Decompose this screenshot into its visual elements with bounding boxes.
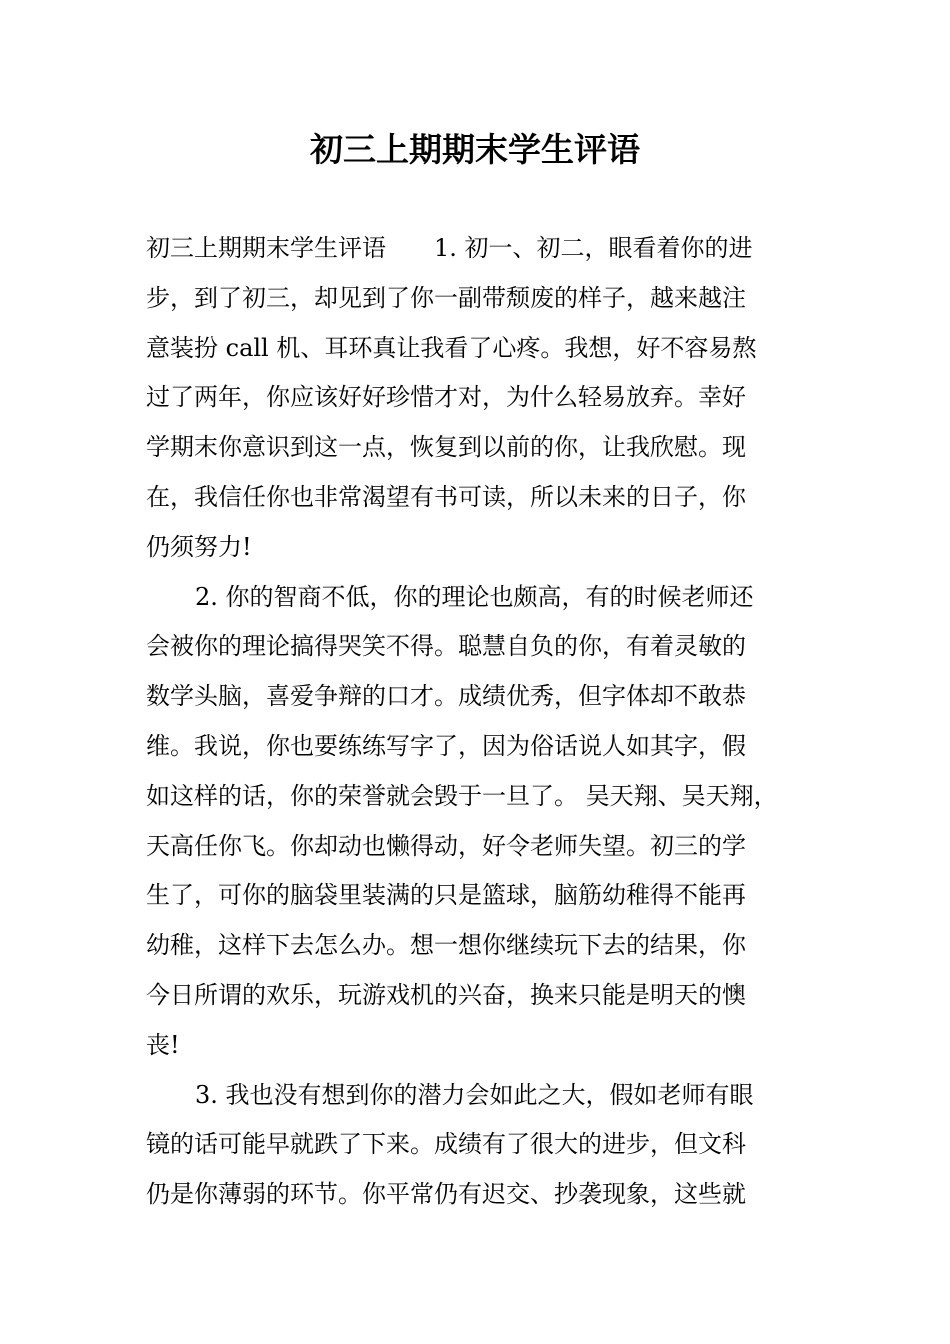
- text-line: 丧!: [146, 1030, 180, 1059]
- paragraph-start-line: 2. 你的智商不低，你的理论也颇高，有的时候老师还: [195, 582, 754, 611]
- text-line: 在，我信任你也非常渴望有书可读，所以未来的日子，你: [146, 482, 746, 511]
- text-line: 过了两年，你应该好好珍惜才对，为什么轻易放弃。幸好: [146, 383, 746, 412]
- text-line: 仍须努力!: [146, 532, 252, 561]
- text-line: 仍是你薄弱的环节。你平常仍有迟交、抄袭现象，这些就: [146, 1180, 746, 1209]
- text-line: 今日所谓的欢乐，玩游戏机的兴奋，换来只能是明天的懊: [146, 980, 746, 1009]
- text-line: 天高任你飞。你却动也懒得动，好令老师失望。初三的学: [146, 831, 746, 860]
- text-line: 镜的话可能早就跌了下来。成绩有了很大的进步，但文科: [146, 1130, 746, 1159]
- text-line: 学期末你意识到这一点，恢复到以前的你，让我欣慰。现: [146, 433, 746, 462]
- document-title: 初三上期期末学生评语: [310, 130, 640, 169]
- text-line: 生了，可你的脑袋里装满的只是篮球，脑筋幼稚得不能再: [146, 881, 746, 910]
- text-line: 步，到了初三，却见到了你一副带颓废的样子，越来越注: [146, 283, 746, 312]
- text-line: 意装扮 call 机、耳环真让我看了心疼。我想，好不容易熬: [146, 333, 757, 362]
- document-body: [146, 224, 836, 1220]
- text-line: 会被你的理论搞得哭笑不得。聪慧自负的你，有着灵敏的: [146, 632, 746, 661]
- text-line: 如这样的话，你的荣誉就会毁于一旦了。 吴天翔、吴天翔，: [146, 781, 778, 810]
- paragraph-start-line: 3. 我也没有想到你的潜力会如此之大，假如老师有眼: [195, 1080, 754, 1109]
- text-line: 幼稚，这样下去怎么办。想一想你继续玩下去的结果，你: [146, 931, 746, 960]
- text-line: 数学头脑，喜爱争辩的口才。成绩优秀，但字体却不敢恭: [146, 682, 746, 711]
- text-line: 初三上期期末学生评语 1. 初一、初二，眼看着你的进: [146, 234, 753, 262]
- text-line: 维。我说，你也要练练写字了，因为俗话说人如其字，假: [146, 731, 746, 760]
